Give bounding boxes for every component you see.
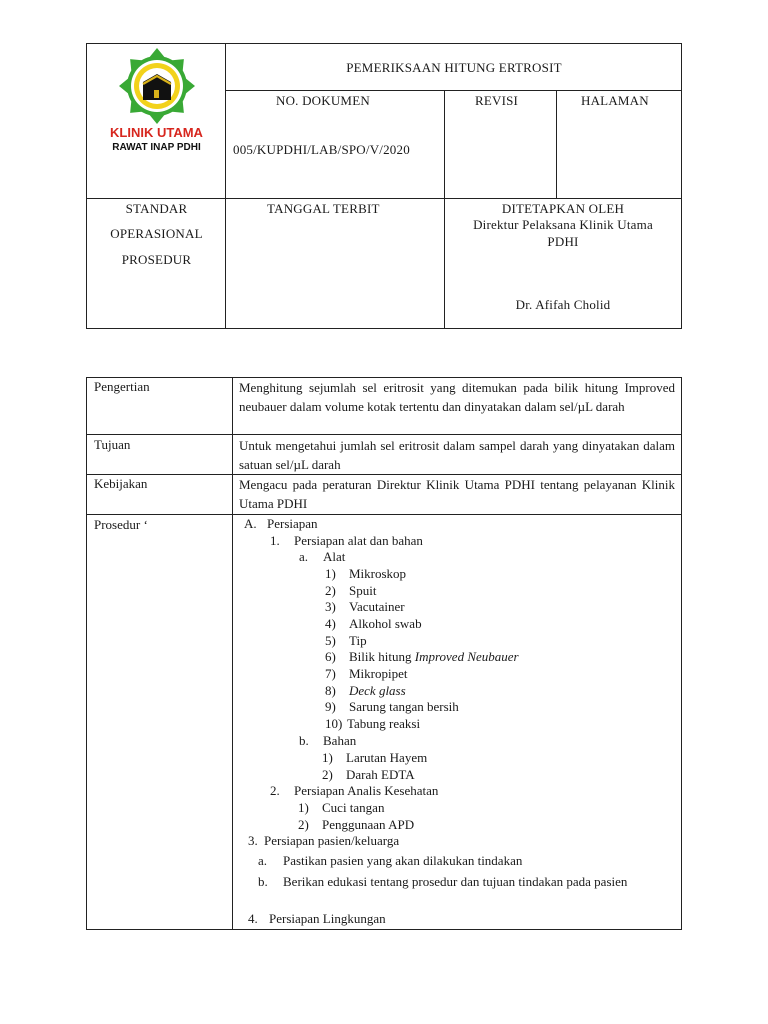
sop-content-table (86, 377, 682, 930)
sop-line-1: STANDAR (125, 201, 188, 216)
list-item: 6) Bilik hitung Improved Neubauer (325, 649, 519, 664)
clinic-name: KLINIK UTAMA (110, 125, 203, 140)
document-header-table (86, 43, 682, 329)
list-item: 2. Persiapan Analis Kesehatan (270, 783, 439, 798)
ditetapkan-line-1: Direktur Pelaksana Klinik Utama (473, 217, 653, 232)
list-item: 2) Penggunaan APD (298, 817, 415, 832)
list-item: b. Berikan edukasi tentang prosedur dan tujuan tindakan pada pasien (258, 874, 628, 889)
list-item: 5) Tip (325, 633, 367, 648)
list-item: 10) Tabung reaksi (325, 716, 421, 731)
revisi-label: REVISI (475, 93, 519, 108)
ditetapkan-label: DITETAPKAN OLEH (501, 201, 625, 216)
no-dokumen-value: 005/KUPDHI/LAB/SPO/V/2020 (233, 142, 410, 157)
tanggal-terbit-label: TANGGAL TERBIT (267, 201, 380, 216)
header-divider (87, 198, 681, 199)
list-item: 1. Persiapan alat dan bahan (270, 533, 423, 548)
halaman-label: HALAMAN (581, 93, 649, 108)
kaaba-emblem-icon (116, 46, 198, 126)
header-divider (225, 90, 681, 91)
table-divider (87, 514, 681, 515)
clinic-logo (87, 44, 226, 198)
list-item: 4. Persiapan Lingkungan (248, 911, 386, 926)
row-text-tujuan: Untuk mengetahui jumlah sel eritrosit dalam sampel darah yang dinyatakan dalam satuan sel/µL darah (239, 438, 675, 472)
row-text-kebijakan: Mengacu pada peraturan Direktur Klinik Utama PDHI tentang pelayanan Klinik Utama PDHI (239, 477, 675, 511)
document-title: PEMERIKSAAN HITUNG ERTROSIT (346, 60, 562, 75)
table-divider (232, 378, 233, 929)
list-item: a. Pastikan pasien yang akan dilakukan tindakan (258, 853, 523, 868)
list-item: 1) Mikroskop (325, 566, 407, 581)
list-item: 8) Deck glass (325, 683, 406, 698)
no-dokumen-label: NO. DOKUMEN (276, 93, 370, 108)
clinic-subtitle: RAWAT INAP PDHI (112, 142, 201, 153)
list-item: 4) Alkohol swab (325, 616, 422, 631)
row-text-pengertian: Menghitung sejumlah sel eritrosit yang ditemukan pada bilik hitung Improved neubauer dalam volume kotak tertentu dan dinyatakan dalam sel/µL darah (239, 380, 675, 414)
list-item: 9) Sarung tangan bersih (325, 699, 459, 714)
row-label-kebijakan: Kebijakan (94, 476, 148, 491)
header-divider (556, 90, 557, 198)
sop-line-3: PROSEDUR (121, 252, 192, 267)
row-label-pengertian: Pengertian (94, 379, 150, 394)
ditetapkan-line-2: PDHI (547, 234, 579, 249)
row-label-tujuan: Tujuan (94, 437, 131, 452)
sop-line-2: OPERASIONAL (110, 226, 203, 241)
list-item: b. Bahan (299, 733, 357, 748)
list-item: 7) Mikropipet (325, 666, 408, 681)
list-item: 3. Persiapan pasien/keluarga (248, 833, 400, 848)
list-item: 2) Spuit (325, 583, 377, 598)
list-item: 1) Cuci tangan (298, 800, 385, 815)
row-label-prosedur: Prosedur ‘ (94, 517, 148, 532)
list-item: a. Alat (299, 549, 346, 564)
list-item: 2) Darah EDTA (322, 767, 415, 782)
table-divider (87, 434, 681, 435)
list-item: 1) Larutan Hayem (322, 750, 428, 765)
list-item: 3) Vacutainer (325, 599, 405, 614)
signer-name: Dr. Afifah Cholid (515, 297, 611, 312)
list-item: A. Persiapan (244, 516, 318, 531)
